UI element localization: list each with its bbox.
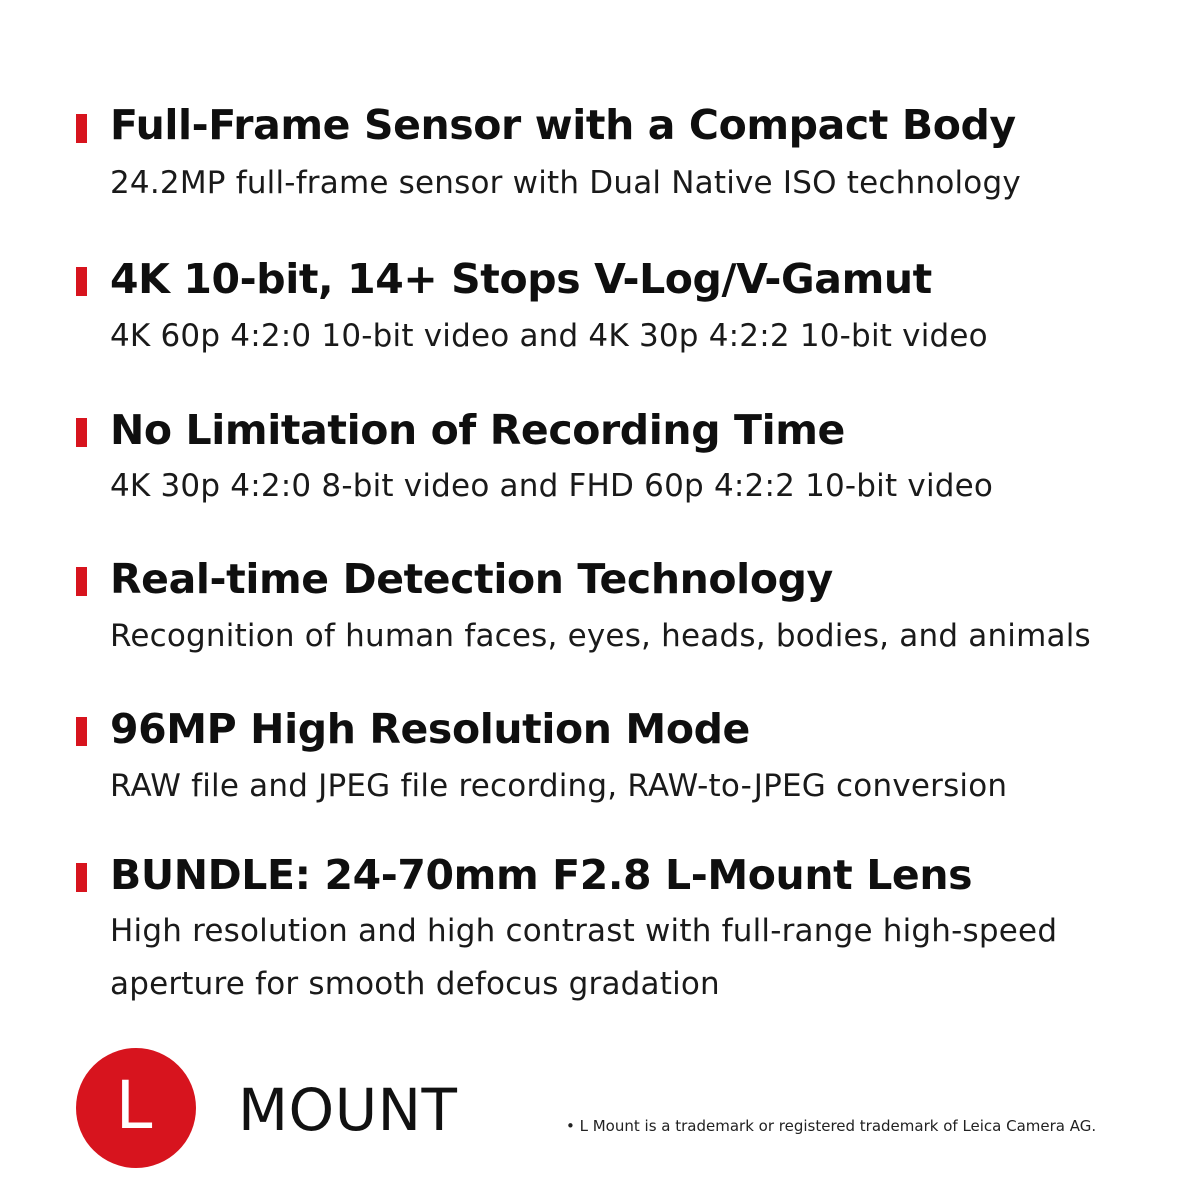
red-bullet-icon: [76, 717, 87, 746]
red-bullet-icon: [76, 863, 87, 892]
feature-description: Recognition of human faces, eyes, heads, bodies, and animals: [110, 618, 1091, 654]
feature-title: Full-Frame Sensor with a Compact Body: [110, 101, 1016, 149]
feature-title: 96MP High Resolution Mode: [110, 705, 750, 753]
feature-title: Real-time Detection Technology: [110, 555, 833, 603]
feature-description: RAW file and JPEG file recording, RAW-to-JPEG conversion: [110, 768, 1008, 804]
feature-title: 4K 10-bit, 14+ Stops V-Log/V-Gamut: [110, 255, 932, 303]
feature-description: 4K 60p 4:2:0 10-bit video and 4K 30p 4:2:2 10-bit video: [110, 318, 988, 354]
feature-description: 4K 30p 4:2:0 8-bit video and FHD 60p 4:2:2 10-bit video: [110, 468, 994, 504]
feature-description: 24.2MP full-frame sensor with Dual Native ISO technology: [110, 165, 1021, 201]
red-bullet-icon: [76, 418, 87, 447]
l-mount-logo-icon: [76, 1048, 196, 1168]
red-bullet-icon: [76, 567, 87, 596]
red-bullet-icon: [76, 267, 87, 296]
logo-letter: L: [115, 1067, 153, 1144]
feature-title: No Limitation of Recording Time: [110, 406, 845, 454]
mount-label: MOUNT: [238, 1076, 458, 1144]
trademark-note: • L Mount is a trademark or registered trademark of Leica Camera AG.: [566, 1117, 1097, 1135]
red-bullet-icon: [76, 114, 87, 143]
feature-description: High resolution and high contrast with full-range high-speed aperture for smooth defocus gradation: [110, 913, 1058, 1002]
feature-title: BUNDLE: 24-70mm F2.8 L-Mount Lens: [110, 851, 973, 899]
